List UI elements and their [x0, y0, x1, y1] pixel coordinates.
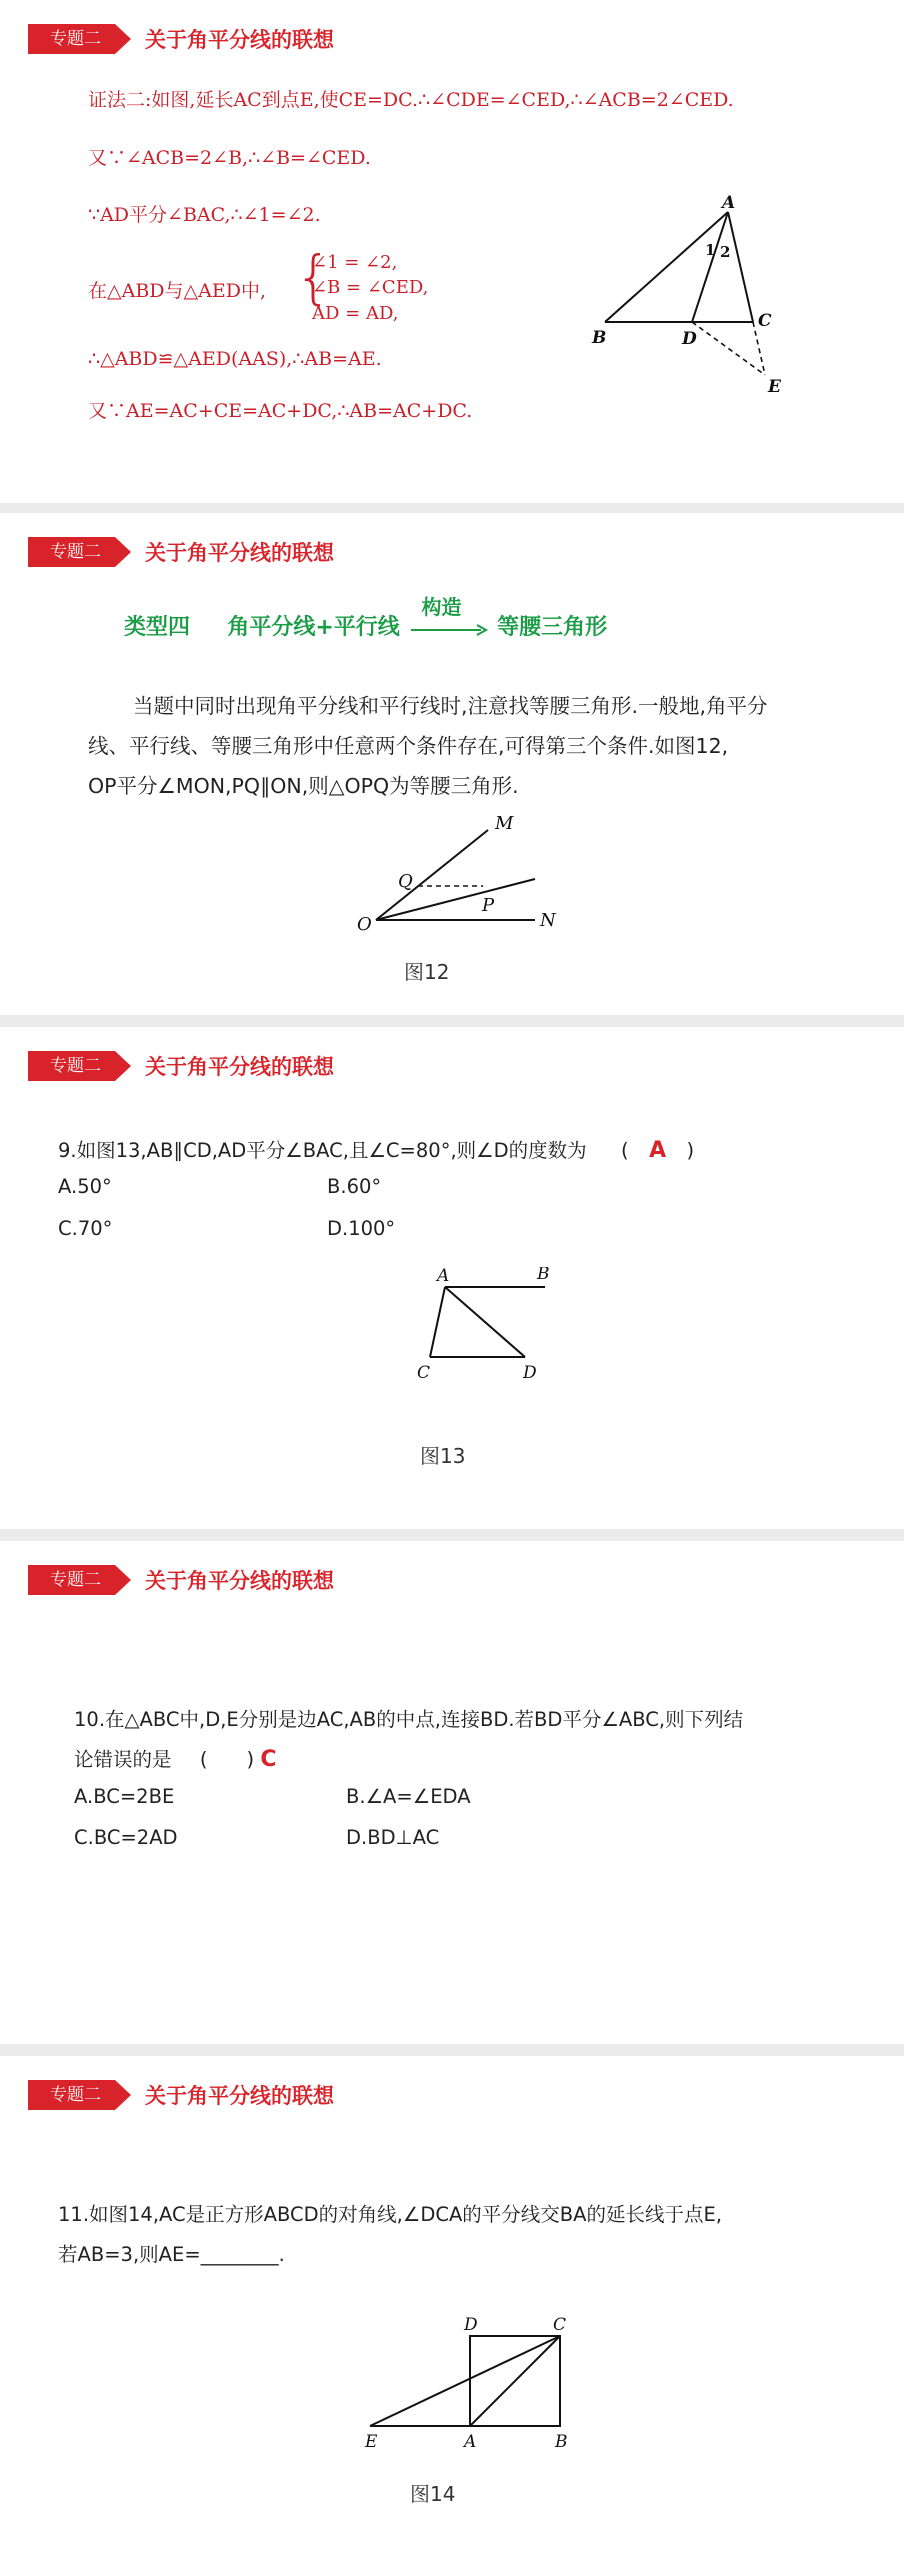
option-a: A.50° — [58, 1175, 112, 1198]
figure-caption: 图12 — [404, 960, 450, 984]
label-D: D — [464, 2316, 478, 2335]
label-D: D — [523, 1363, 537, 1383]
figure-caption: 图14 — [410, 2482, 456, 2506]
answer-paren-open: ( — [621, 1139, 629, 1162]
label-P: P — [482, 895, 495, 916]
question-9 — [58, 1135, 694, 1163]
proof-eq-2: ∠B = ∠CED, — [312, 277, 429, 298]
section-title: 关于角平分线的联想 — [145, 541, 334, 565]
label-C: C — [758, 311, 772, 331]
section-title: 关于角平分线的联想 — [145, 28, 334, 52]
option-b: B.∠A=∠EDA — [346, 1785, 471, 1808]
section-title: 关于角平分线的联想 — [145, 1569, 334, 1593]
label-D: D — [682, 329, 697, 349]
section-tag — [28, 2080, 334, 2110]
slide-question-11 — [0, 2056, 904, 2560]
proof-line-1: 证法二:如图,延长AC到点E,使CE=DC.∴∠CDE=∠CED,∴∠ACB=2∠CED. — [88, 89, 734, 111]
section-title: 关于角平分线的联想 — [145, 2084, 334, 2108]
label-B: B — [592, 328, 607, 348]
question-10-line-1: 10.在△ABC中,D,E分别是边AC,AB的中点,连接BD.若BD平分∠ABC,则下列结 — [74, 1708, 744, 1731]
question-11-line-1: 11.如图14,AC是正方形ABCD的对角线,∠DCA的平分线交BA的延长线于点E, — [58, 2203, 723, 2226]
heading-right: 等腰三角形 — [497, 615, 608, 640]
label-B: B — [555, 2432, 568, 2451]
proof-line-3: ∵AD平分∠BAC,∴∠1=∠2. — [88, 204, 321, 226]
label-M: M — [495, 813, 514, 834]
heading-left: 角平分线+平行线 — [227, 615, 400, 640]
label-N: N — [540, 910, 556, 931]
proof-line-6: 又∵AE=AC+CE=AC+DC,∴AB=AC+DC. — [88, 400, 473, 422]
option-c: C.70° — [58, 1217, 113, 1240]
answer: C — [260, 1747, 277, 1772]
option-d: D.100° — [327, 1217, 396, 1240]
label-A: A — [464, 2432, 477, 2451]
section-tag — [28, 1051, 334, 1081]
tag-label: 专题二 — [28, 537, 115, 567]
label-A: A — [437, 1267, 450, 1286]
tag-label: 专题二 — [28, 24, 115, 54]
label-A: A — [722, 195, 736, 213]
proof-line-5: ∴△ABD≌△AED(AAS),∴AB=AE. — [88, 348, 382, 370]
label-O: O — [357, 914, 372, 935]
heading-type: 类型四 — [124, 615, 191, 640]
label-1: 1 — [705, 241, 716, 259]
triangle-figure — [590, 195, 800, 405]
label-2: 2 — [720, 243, 731, 261]
heading-arrow — [407, 595, 489, 639]
slide-type-four — [0, 513, 904, 1015]
answer-paren: ( ) — [199, 1748, 255, 1771]
parallel-figure — [400, 1267, 580, 1397]
square-figure — [350, 2316, 580, 2451]
proof-brace: { — [295, 243, 332, 311]
tag-label: 专题二 — [28, 1565, 115, 1595]
type-heading — [124, 595, 608, 641]
section-tag — [28, 24, 334, 54]
answer: A — [649, 1138, 667, 1163]
label-C: C — [553, 2316, 567, 2335]
label-C: C — [417, 1363, 431, 1383]
tag-label: 专题二 — [28, 2080, 115, 2110]
option-a: A.BC=2BE — [74, 1785, 175, 1808]
question-10-line-2 — [74, 1744, 277, 1772]
option-b: B.60° — [327, 1175, 382, 1198]
label-B: B — [537, 1267, 550, 1284]
para-line-1: 当题中同时出现角平分线和平行线时,注意找等腰三角形.一般地,角平分 — [133, 694, 768, 718]
label-E: E — [768, 377, 781, 397]
proof-line-2: 又∵∠ACB=2∠B,∴∠B=∠CED. — [88, 147, 371, 169]
section-tag — [28, 537, 334, 567]
section-tag — [28, 1565, 334, 1595]
option-c: C.BC=2AD — [74, 1826, 178, 1849]
label-E: E — [365, 2432, 378, 2451]
para-line-3: OP平分∠MON,PQ∥ON,则△OPQ为等腰三角形. — [88, 774, 519, 798]
question-text-2: 论错误的是 — [74, 1748, 172, 1771]
slide-proof — [0, 0, 904, 503]
answer-paren-close: ) — [686, 1139, 695, 1162]
figure-caption: 图13 — [420, 1444, 466, 1468]
option-d: D.BD⊥AC — [346, 1826, 440, 1849]
question-11-line-2: 若AB=3,则AE=________. — [58, 2243, 285, 2266]
tag-label: 专题二 — [28, 1051, 115, 1081]
label-Q: Q — [398, 871, 413, 892]
question-text: 9.如图13,AB∥CD,AD平分∠BAC,且∠C=80°,则∠D的度数为 — [58, 1139, 587, 1162]
angle-bisector-figure — [350, 813, 570, 943]
slide-question-9 — [0, 1027, 904, 1529]
proof-eq-1: ∠1 = ∠2, — [312, 252, 398, 273]
para-line-2: 线、平行线、等腰三角形中任意两个条件存在,可得第三个条件.如图12, — [88, 734, 729, 758]
section-title: 关于角平分线的联想 — [145, 1055, 334, 1079]
slide-question-10 — [0, 1541, 904, 2044]
proof-line-4-prefix: 在△ABD与△AED中, — [88, 280, 267, 302]
arrow-icon — [407, 619, 489, 641]
heading-arrow-label: 构造 — [421, 595, 462, 619]
proof-eq-3: AD = AD, — [312, 303, 399, 324]
